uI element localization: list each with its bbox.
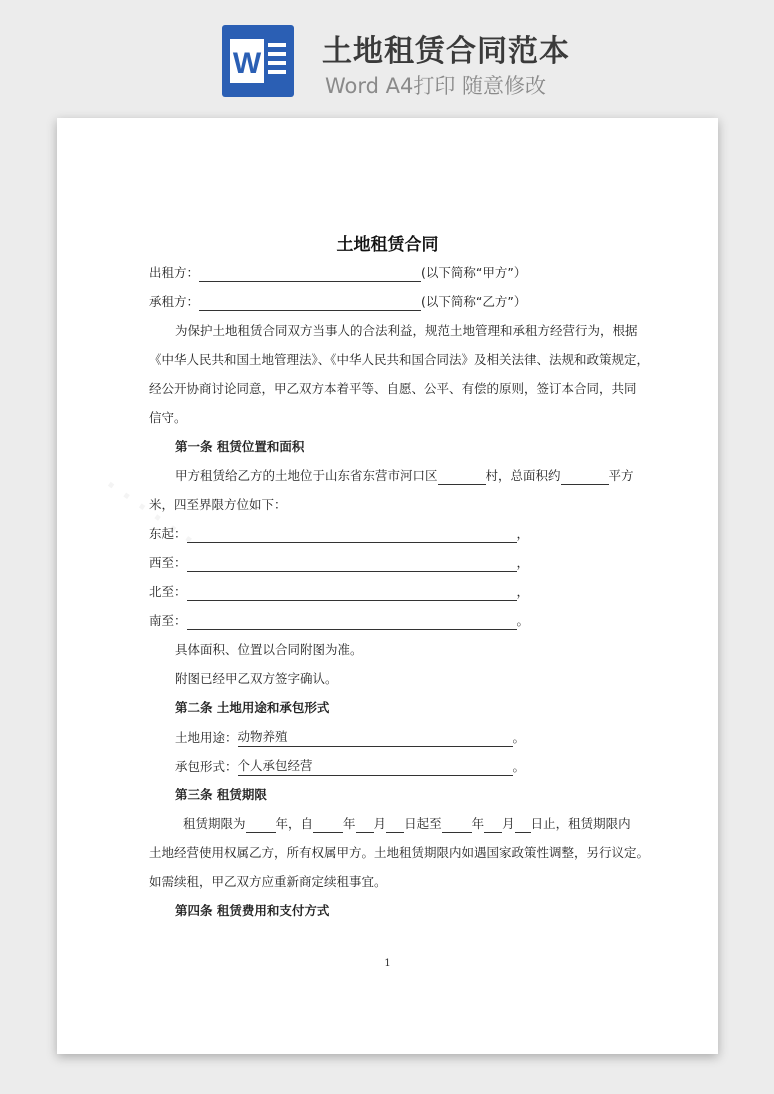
- term-paragraph: 土地经营使用权属乙方，所有权属甲方。土地租赁期限内如遇国家政策性调整，另行议定。: [149, 845, 650, 860]
- lessor-label: 出租方：: [149, 265, 200, 280]
- bound-label: 北至：: [149, 584, 187, 599]
- bound-blank[interactable]: [187, 615, 517, 630]
- bound-north: [149, 583, 529, 601]
- end-month-blank[interactable]: [484, 818, 502, 833]
- article1-heading: 第一条 租赁位置和面积: [175, 439, 305, 454]
- page-number: 1: [384, 958, 391, 969]
- start-year-blank[interactable]: [313, 818, 343, 833]
- lessee-suffix: (以下简称“乙方”）: [421, 294, 527, 309]
- end-day-blank[interactable]: [515, 818, 531, 833]
- document-page: [57, 118, 718, 1054]
- contract-form-label: 承包形式：: [175, 759, 238, 774]
- bound-south: [149, 612, 529, 630]
- term-text: 年: [343, 816, 356, 831]
- land-use-value[interactable]: 动物养殖: [238, 728, 513, 747]
- term-paragraph: 如需续租，甲乙双方应重新商定续租事宜。: [149, 874, 387, 889]
- term-text: 月: [502, 816, 515, 831]
- term-line: [183, 815, 631, 833]
- term-years-blank[interactable]: [246, 818, 276, 833]
- term-text: 租赁期限为: [183, 816, 246, 831]
- term-text: 年，自: [275, 816, 314, 831]
- contract-form-value[interactable]: 个人承包经营: [238, 757, 513, 776]
- bound-west: [149, 554, 529, 572]
- article2-heading: 第二条 土地用途和承包形式: [175, 700, 330, 715]
- preamble-line: 《中华人民共和国土地管理法》、《中华人民共和国合同法》及相关法律、法规和政策规定，: [149, 352, 650, 367]
- preamble-line: 经公开协商讨论同意，甲乙双方本着平等、自愿、公平、有偿的原则，签订本合同，共同: [149, 381, 637, 396]
- area-text: 村，总面积约: [485, 468, 561, 483]
- banner-subtitle: Word A4打印 随意修改: [325, 74, 547, 98]
- term-text: 年: [471, 816, 485, 831]
- unit-text: 平方: [608, 468, 634, 483]
- bound-blank[interactable]: [187, 557, 517, 572]
- lessor-line: [149, 264, 526, 282]
- bound-end: ，: [516, 555, 530, 570]
- bound-label: 西至：: [149, 555, 187, 570]
- banner: [0, 0, 774, 118]
- line-end: 。: [512, 759, 526, 774]
- start-day-blank[interactable]: [386, 818, 404, 833]
- contract-form-line: [175, 757, 525, 776]
- document-title: 土地租赁合同: [336, 235, 439, 255]
- banner-title: 土地租赁合同范本: [322, 34, 570, 69]
- lessee-blank[interactable]: [199, 296, 421, 311]
- preamble-line: 为保护土地租赁合同双方当事人的合法利益，规范土地管理和承租方经营行为，根据: [175, 323, 638, 338]
- land-use-line: [175, 728, 525, 747]
- start-month-blank[interactable]: [356, 818, 374, 833]
- article1-bounds-intro: 米，四至界限方位如下：: [149, 497, 287, 512]
- land-use-label: 土地用途：: [175, 730, 238, 745]
- bound-end: ，: [516, 584, 530, 599]
- end-year-blank[interactable]: [442, 818, 472, 833]
- word-letter: W: [232, 47, 262, 80]
- word-document-icon: [222, 25, 294, 97]
- line-end: 。: [512, 730, 526, 745]
- bound-east: [149, 525, 529, 543]
- bound-label: 东起：: [149, 526, 187, 541]
- term-text: 月: [373, 816, 387, 831]
- bound-end: ，: [516, 526, 530, 541]
- bound-blank[interactable]: [187, 586, 517, 601]
- lessor-blank[interactable]: [199, 267, 421, 282]
- term-text: 日止，租赁期限内: [530, 816, 631, 831]
- preamble-line: 信守。: [149, 410, 187, 425]
- article1-note: 具体面积、位置以合同附图为准。: [175, 642, 363, 657]
- bound-blank[interactable]: [187, 528, 517, 543]
- location-text: 甲方租赁给乙方的土地位于山东省东营市河口区: [175, 468, 438, 483]
- bound-end: 。: [516, 613, 530, 628]
- article1-note: 附图已经甲乙双方签字确认。: [175, 671, 338, 686]
- lessor-suffix: (以下简称“甲方”）: [421, 265, 527, 280]
- article3-heading: 第三条 租赁期限: [175, 787, 267, 802]
- bound-label: 南至：: [149, 613, 187, 628]
- term-text: 日起至: [404, 816, 442, 831]
- area-blank[interactable]: [561, 470, 609, 485]
- lessee-label: 承租方：: [149, 294, 200, 309]
- article4-heading: 第四条 租赁费用和支付方式: [175, 903, 330, 918]
- article1-location-line: [175, 467, 634, 485]
- lessee-line: [149, 293, 526, 311]
- village-blank[interactable]: [438, 470, 486, 485]
